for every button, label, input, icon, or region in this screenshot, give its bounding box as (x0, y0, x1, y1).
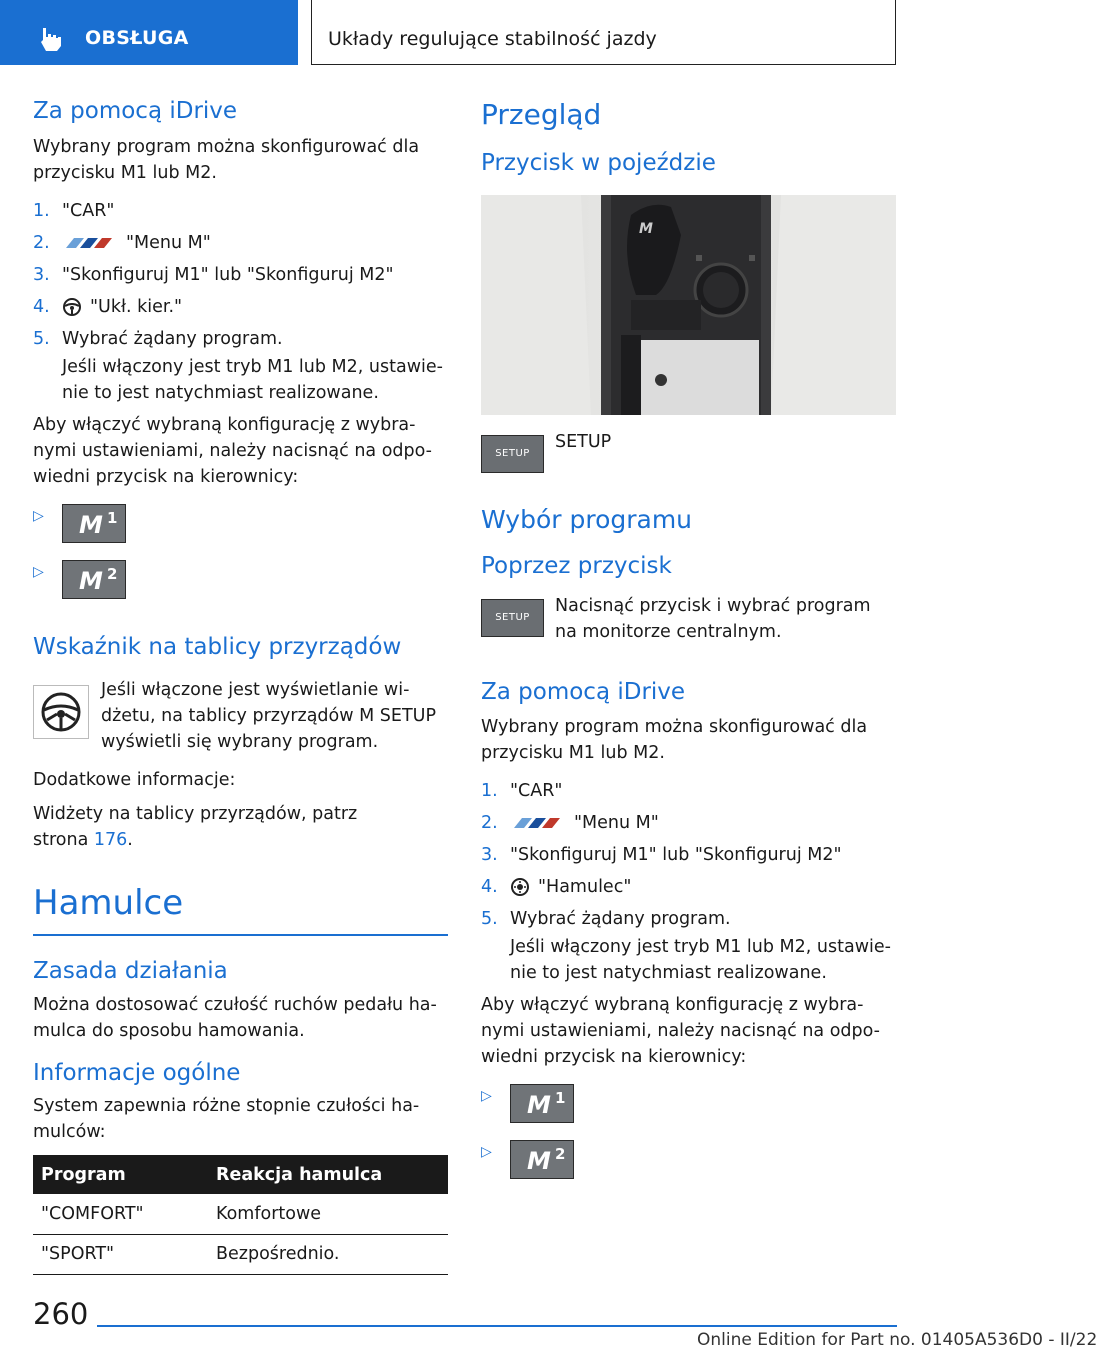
chapter-title-box (311, 0, 896, 65)
step-item: 2. "Menu M" (481, 813, 659, 834)
svg-text:2: 2 (107, 564, 118, 583)
setup-button-icon: SETUP (481, 435, 544, 473)
step-item: 3. "Skonfiguruj M1" lub "Skonfiguruj M2" (33, 264, 394, 285)
svg-text:1: 1 (107, 508, 118, 527)
table-cell: "SPORT" (33, 1234, 208, 1274)
page-link[interactable]: 176 (93, 830, 128, 851)
heading-general: Informacje ogólne (33, 1059, 241, 1086)
step5-note-right: Jeśli włączony jest tryb M1 lub M2, ustawie-nie to jest natychmiast realizowane. (510, 937, 891, 984)
table-cell: "COMFORT" (33, 1194, 208, 1234)
footer-rule (97, 1325, 897, 1327)
arrow-bullet-icon: ▷ (481, 1144, 492, 1161)
left-column (33, 98, 448, 1275)
indicator-text: Jeśli włączone jest wyświetlanie wi-dżetu, na tablicy przyrządów M SETUP wyświetli się wybrany program. (101, 680, 436, 753)
m1-button-icon (510, 1084, 574, 1123)
heading-idrive-right: Za pomocą iDrive (481, 678, 686, 705)
footer-edition: Online Edition for Part no. 01405A536D0 - II/22 (697, 1330, 1097, 1350)
svg-text:M: M (639, 221, 653, 238)
step-item: 4. "Ukł. kier." (33, 296, 183, 317)
heading-button: Przycisk w pojeździe (481, 149, 716, 176)
hand-press-icon (37, 26, 67, 52)
table-cell: Bezpośrednio. (208, 1234, 448, 1274)
heading-overview: Przegląd (481, 98, 602, 131)
table-header-row (33, 1155, 448, 1194)
general-text: System zapewnia różne stopnie czułości ha-mulców: (33, 1096, 420, 1143)
steering-wheel-display-icon (33, 685, 89, 739)
step-item: 3. "Skonfiguruj M1" lub "Skonfiguruj M2" (481, 845, 842, 866)
section-label: OBSŁUGA (85, 27, 189, 49)
svg-text:M: M (79, 510, 103, 539)
center-console-image (481, 195, 896, 415)
m-stripes-icon (62, 236, 118, 250)
extra-label: Dodatkowe informacje: (33, 770, 236, 791)
right-column (481, 98, 896, 1190)
steps-left (33, 198, 448, 352)
m2-button-icon (510, 1140, 574, 1179)
steering-wheel-icon (62, 297, 82, 317)
m-stripes-icon (510, 816, 566, 830)
activate-text-right: Aby włączyć wybraną konfigurację z wybra-nymi ustawieniami, należy nacisnąć na odpo-wiedni przycisk na kierownicy: (481, 995, 880, 1068)
m2-row-left (33, 560, 448, 610)
brake-disc-icon (510, 877, 530, 897)
step-item: 5. Wybrać żądany program. (33, 328, 283, 349)
heading-via-button: Poprzez przycisk (481, 553, 672, 580)
step-item: 5. Wybrać żądany program. (481, 909, 731, 930)
table-row (33, 1234, 448, 1274)
page-number: 260 (33, 1297, 89, 1331)
heading-rule (33, 934, 448, 936)
heading-indicator: Wskaźnik na tablicy przyrządów (33, 633, 402, 660)
svg-text:2: 2 (555, 1145, 566, 1164)
heading-principle: Zasada działania (33, 957, 228, 984)
setup-label: SETUP (555, 432, 612, 453)
m1-row-right (481, 1084, 896, 1134)
svg-text:M: M (527, 1091, 551, 1120)
idrive-text-left: Wybrany program można skonfigurować dla przycisku M1 lub M2. (33, 136, 420, 183)
via-button-row (481, 593, 896, 659)
step5-note-left: Jeśli włączony jest tryb M1 lub M2, ustawie-nie to jest natychmiast realizowane. (62, 356, 443, 403)
table-row (33, 1194, 448, 1234)
extra-text: Widżety na tablicy przyrządów, patrz strona 176. (33, 804, 358, 851)
step-item: 4. "Hamulec" (481, 877, 632, 898)
principle-text: Można dostosować czułość ruchów pedału ha-mulca do sposobu hamowania. (33, 994, 437, 1041)
m2-button-icon (62, 560, 126, 599)
step-item: 1. "CAR" (33, 200, 115, 221)
arrow-bullet-icon: ▷ (481, 1088, 492, 1105)
indicator-block (33, 677, 448, 755)
setup-row (481, 432, 896, 483)
table-cell: Komfortowe (208, 1194, 448, 1234)
m1-row-left (33, 504, 448, 554)
step-item: 1. "CAR" (481, 781, 563, 802)
m2-row-right (481, 1140, 896, 1190)
steps-right (481, 778, 896, 932)
via-button-text: Nacisnąć przycisk i wybrać program na monitorze centralnym. (555, 595, 871, 642)
activate-text-left: Aby włączyć wybraną konfigurację z wybra-nymi ustawieniami, należy nacisnąć na odpo-wiedni przycisk na kierownicy: (33, 414, 432, 487)
brake-program-table (33, 1155, 448, 1275)
section-tab (0, 0, 298, 65)
center-console-photo (481, 195, 896, 415)
setup-button-icon: SETUP (481, 599, 544, 637)
heading-idrive-left: Za pomocą iDrive (33, 98, 238, 124)
arrow-bullet-icon: ▷ (33, 563, 44, 580)
svg-text:M: M (527, 1147, 551, 1176)
svg-text:M: M (79, 566, 103, 595)
table-header: Program (33, 1155, 208, 1194)
heading-select: Wybór programu (481, 505, 693, 535)
arrow-bullet-icon: ▷ (33, 507, 44, 524)
svg-text:1: 1 (555, 1089, 566, 1108)
heading-brakes: Hamulce (33, 883, 184, 924)
step-item: 2. "Menu M" (33, 232, 211, 253)
idrive-text-right: Wybrany program można skonfigurować dla przycisku M1 lub M2. (481, 717, 868, 764)
chapter-title: Układy regulujące stabilność jazdy (328, 28, 657, 50)
m1-button-icon (62, 504, 126, 543)
table-header: Reakcja hamulca (208, 1155, 448, 1194)
